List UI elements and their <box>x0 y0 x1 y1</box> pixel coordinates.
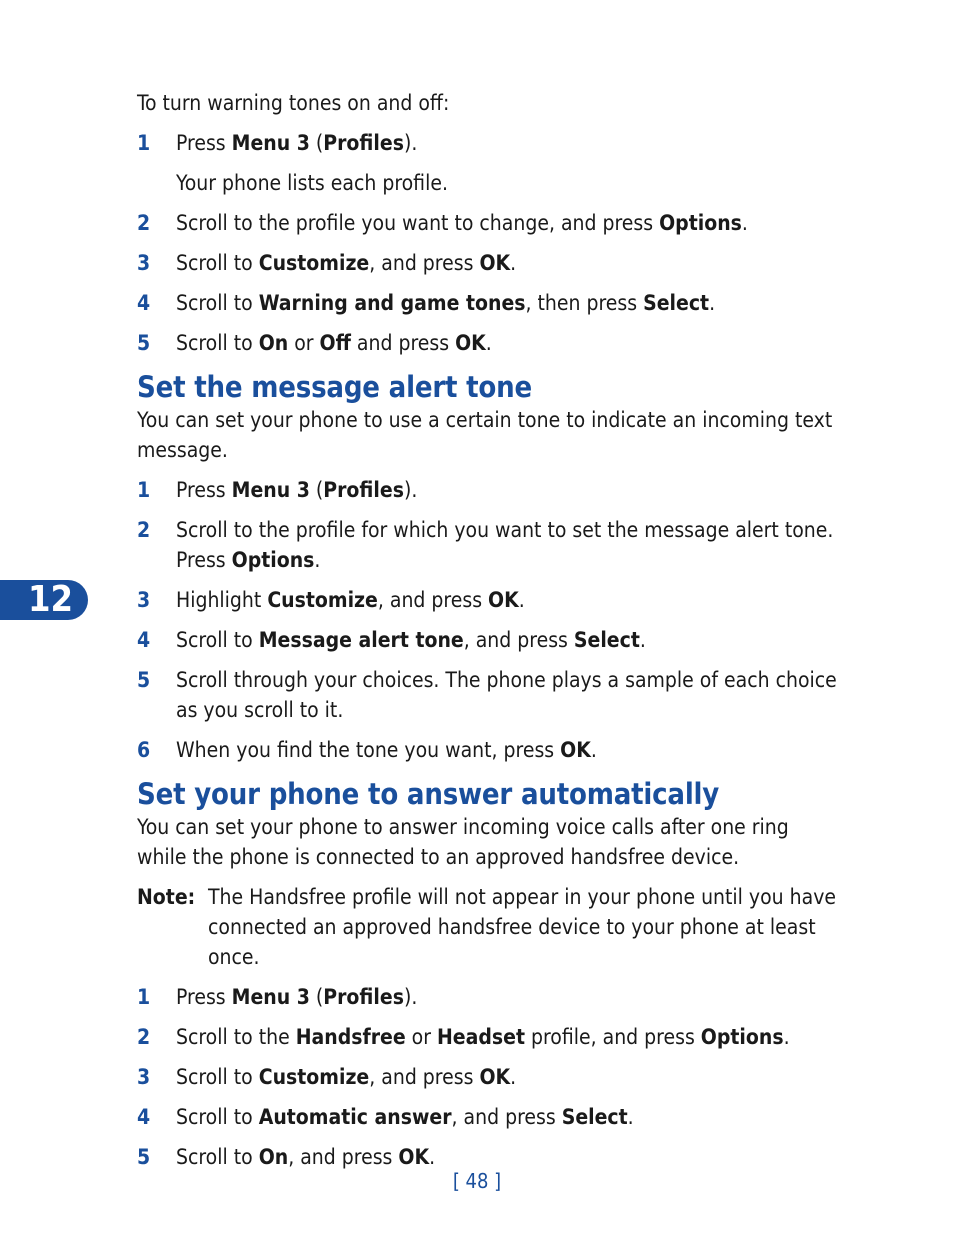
ui-term: Customize <box>258 1065 370 1089</box>
ui-term: Profiles <box>323 478 404 502</box>
list-item <box>137 982 837 1012</box>
step-text: ). <box>403 478 418 502</box>
intro-steps <box>137 128 837 358</box>
list-item <box>137 665 837 725</box>
list-item <box>137 625 837 655</box>
ui-term: Menu 3 <box>231 131 310 155</box>
step-text: . <box>518 588 525 612</box>
step-text: . <box>590 738 597 762</box>
step-text: , and press <box>369 1065 480 1089</box>
step-text: Scroll to <box>176 1065 259 1089</box>
step-text: or <box>288 331 320 355</box>
ui-term: Customize <box>258 251 370 275</box>
list-item <box>137 128 837 158</box>
step-number: 2 <box>137 1025 151 1049</box>
step-text: Scroll to the <box>176 1025 296 1049</box>
ui-term: Menu 3 <box>231 985 310 1009</box>
ui-term: OK <box>398 1145 430 1169</box>
step-number: 2 <box>137 518 151 542</box>
step-number: 2 <box>137 211 151 235</box>
ui-term: OK <box>560 738 591 762</box>
list-item <box>137 208 837 238</box>
step-text: , then press <box>525 291 644 315</box>
step-text: . <box>485 331 492 355</box>
step-text: . <box>741 211 748 235</box>
ui-term: Automatic answer <box>258 1105 452 1129</box>
ui-term: OK <box>455 331 486 355</box>
alert-steps <box>137 475 837 765</box>
ui-term: Headset <box>437 1025 525 1049</box>
step-text: Scroll to the profile for which you want to set the message alert tone. Press <box>176 518 834 572</box>
list-item <box>137 1102 837 1132</box>
step-number: 4 <box>137 628 151 652</box>
step-text: Scroll to <box>176 628 259 652</box>
step-text: . <box>314 548 321 572</box>
step-text: , and press <box>463 628 574 652</box>
step-text: Press <box>176 478 232 502</box>
ui-term: Message alert tone <box>258 628 464 652</box>
alert-description: You can set your phone to use a certain tone to indicate an incoming text message. <box>137 408 833 462</box>
ui-term: Options <box>231 548 315 572</box>
step-text: and press <box>350 331 456 355</box>
heading-answer-automatically: Set your phone to answer automatically <box>137 777 720 811</box>
step-number: 3 <box>137 251 151 275</box>
step-text: Highlight <box>176 588 268 612</box>
ui-term: Off <box>319 331 351 355</box>
step-text: Scroll to the profile you want to change, and press <box>176 211 660 235</box>
ui-term: Handsfree <box>295 1025 406 1049</box>
step-text: Scroll to <box>176 1145 259 1169</box>
step-text: . <box>709 291 716 315</box>
list-item <box>137 1022 837 1052</box>
step-text: Scroll to <box>176 1105 259 1129</box>
step-text: . <box>510 251 517 275</box>
step-number: 1 <box>137 985 151 1009</box>
step-text: profile, and press <box>525 1025 701 1049</box>
step-text: When you find the tone you want, press <box>176 738 561 762</box>
intro-text: To turn warning tones on and off: <box>137 91 450 115</box>
step-text: Scroll through your choices. The phone plays a sample of each choice as you scroll to it. <box>176 668 837 722</box>
ui-term: On <box>258 1145 289 1169</box>
step-text: , and press <box>451 1105 562 1129</box>
ui-term: Warning and game tones <box>258 291 526 315</box>
step-text: , and press <box>377 588 489 612</box>
step-text: ). <box>403 131 418 155</box>
step-text: . <box>429 1145 436 1169</box>
step-number: 4 <box>137 291 151 315</box>
ui-term: OK <box>479 1065 511 1089</box>
chapter-tab <box>0 580 88 620</box>
step-text: . <box>783 1025 790 1049</box>
step-text: . <box>510 1065 517 1089</box>
ui-term: Profiles <box>323 131 404 155</box>
step-number: 3 <box>137 1065 151 1089</box>
step-text: Press <box>176 985 232 1009</box>
step-text: Scroll to <box>176 291 259 315</box>
ui-term: Menu 3 <box>231 478 310 502</box>
list-item <box>137 585 837 615</box>
ui-term: On <box>258 331 289 355</box>
list-item <box>137 515 837 575</box>
step-text: Press <box>176 131 232 155</box>
step-text: ). <box>403 985 418 1009</box>
step-text: . <box>627 1105 634 1129</box>
heading-message-alert-tone: Set the message alert tone <box>137 370 533 404</box>
list-item <box>137 328 837 358</box>
list-item <box>137 475 837 505</box>
list-item <box>137 1062 837 1092</box>
step-text: . <box>639 628 646 652</box>
list-item <box>137 288 837 318</box>
ui-term: Options <box>700 1025 784 1049</box>
note <box>137 882 837 972</box>
step-number: 5 <box>137 331 151 355</box>
step-text: Scroll to <box>176 331 259 355</box>
answer-steps <box>137 982 837 1172</box>
note-label: Note: <box>137 885 196 909</box>
step-text: or <box>405 1025 437 1049</box>
ui-term: OK <box>488 588 519 612</box>
ui-term: Select <box>643 291 710 315</box>
ui-term: OK <box>479 251 511 275</box>
ui-term: Profiles <box>323 985 404 1009</box>
ui-term: Customize <box>267 588 378 612</box>
step-number: 3 <box>137 588 151 612</box>
step-number: 5 <box>137 668 151 692</box>
step-number: 1 <box>137 131 151 155</box>
step-number: 6 <box>137 738 151 762</box>
step-text: ( <box>309 985 324 1009</box>
step-number: 5 <box>137 1145 151 1169</box>
step-text: ( <box>309 131 324 155</box>
step-note: Your phone lists each profile. <box>176 171 448 195</box>
page-content <box>137 88 837 1172</box>
ui-term: Select <box>561 1105 628 1129</box>
step-number: 1 <box>137 478 151 502</box>
ui-term: Select <box>573 628 640 652</box>
list-item <box>137 735 837 765</box>
step-number: 4 <box>137 1105 151 1129</box>
step-text: , and press <box>288 1145 399 1169</box>
list-item <box>137 248 837 278</box>
step-text: , and press <box>369 251 480 275</box>
answer-description: You can set your phone to answer incoming voice calls after one ring while the phone is connected to an approved handsfree device. <box>137 815 789 869</box>
page-number: [ 48 ] <box>452 1169 502 1193</box>
step-text: Scroll to <box>176 251 259 275</box>
chapter-number: 12 <box>28 579 74 620</box>
step-text: ( <box>309 478 324 502</box>
ui-term: Options <box>659 211 742 235</box>
note-text: The Handsfree profile will not appear in your phone until you have connected an approved handsfree device to your phone at least once. <box>208 885 837 969</box>
